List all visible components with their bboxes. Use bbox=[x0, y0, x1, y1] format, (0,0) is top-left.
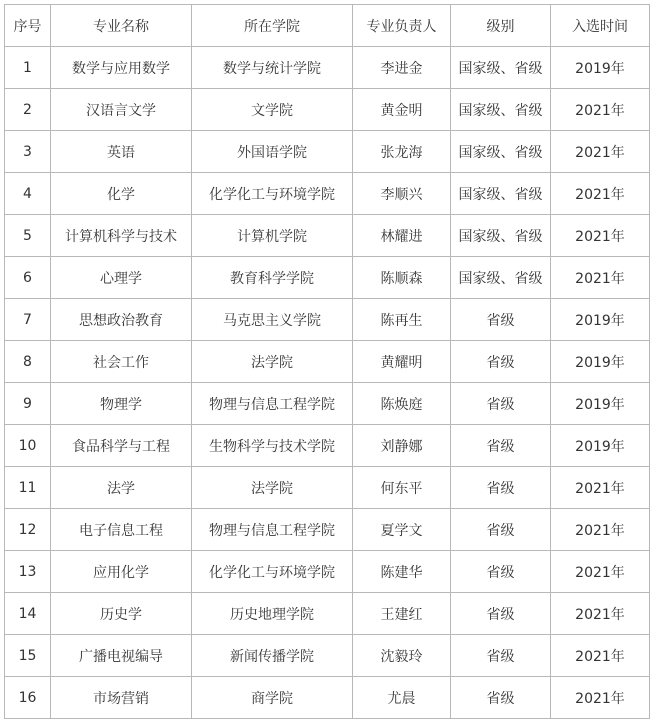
majors-table bbox=[4, 4, 650, 719]
cell-director: 夏学文 bbox=[353, 509, 451, 551]
cell-level: 省级 bbox=[451, 467, 551, 509]
cell-college: 法学院 bbox=[192, 341, 353, 383]
cell-major-name: 市场营销 bbox=[51, 677, 192, 719]
cell-level: 省级 bbox=[451, 509, 551, 551]
cell-major-name: 心理学 bbox=[51, 257, 192, 299]
cell-director: 何东平 bbox=[353, 467, 451, 509]
cell-college: 化学化工与环境学院 bbox=[192, 173, 353, 215]
cell-index: 4 bbox=[5, 173, 51, 215]
cell-index: 8 bbox=[5, 341, 51, 383]
cell-selected-year: 2021年 bbox=[551, 635, 650, 677]
cell-selected-year: 2019年 bbox=[551, 341, 650, 383]
cell-level: 省级 bbox=[451, 299, 551, 341]
cell-major-name: 电子信息工程 bbox=[51, 509, 192, 551]
cell-index: 1 bbox=[5, 47, 51, 89]
cell-director: 李顺兴 bbox=[353, 173, 451, 215]
cell-major-name: 食品科学与工程 bbox=[51, 425, 192, 467]
cell-director: 王建红 bbox=[353, 593, 451, 635]
table-row bbox=[5, 551, 650, 593]
cell-director: 李进金 bbox=[353, 47, 451, 89]
cell-major-name: 化学 bbox=[51, 173, 192, 215]
table-row bbox=[5, 635, 650, 677]
cell-major-name: 思想政治教育 bbox=[51, 299, 192, 341]
cell-index: 10 bbox=[5, 425, 51, 467]
cell-level: 国家级、省级 bbox=[451, 89, 551, 131]
cell-level: 省级 bbox=[451, 341, 551, 383]
cell-index: 6 bbox=[5, 257, 51, 299]
cell-index: 9 bbox=[5, 383, 51, 425]
table-row bbox=[5, 89, 650, 131]
cell-index: 16 bbox=[5, 677, 51, 719]
cell-director: 尤晨 bbox=[353, 677, 451, 719]
cell-level: 省级 bbox=[451, 635, 551, 677]
table-row bbox=[5, 509, 650, 551]
cell-level: 省级 bbox=[451, 425, 551, 467]
cell-level: 省级 bbox=[451, 383, 551, 425]
cell-level: 国家级、省级 bbox=[451, 173, 551, 215]
cell-index: 15 bbox=[5, 635, 51, 677]
cell-director: 陈建华 bbox=[353, 551, 451, 593]
cell-director: 陈顺森 bbox=[353, 257, 451, 299]
table-body bbox=[5, 47, 650, 719]
cell-director: 刘静娜 bbox=[353, 425, 451, 467]
cell-major-name: 应用化学 bbox=[51, 551, 192, 593]
cell-college: 计算机学院 bbox=[192, 215, 353, 257]
table-row bbox=[5, 173, 650, 215]
cell-level: 省级 bbox=[451, 551, 551, 593]
cell-level: 国家级、省级 bbox=[451, 215, 551, 257]
cell-level: 国家级、省级 bbox=[451, 131, 551, 173]
table-row bbox=[5, 131, 650, 173]
cell-index: 12 bbox=[5, 509, 51, 551]
cell-selected-year: 2021年 bbox=[551, 677, 650, 719]
header-row bbox=[5, 5, 650, 47]
header-level: 级别 bbox=[451, 5, 551, 47]
cell-director: 张龙海 bbox=[353, 131, 451, 173]
cell-director: 沈毅玲 bbox=[353, 635, 451, 677]
cell-major-name: 历史学 bbox=[51, 593, 192, 635]
header-selected-year: 入选时间 bbox=[551, 5, 650, 47]
cell-major-name: 数学与应用数学 bbox=[51, 47, 192, 89]
cell-college: 生物科学与技术学院 bbox=[192, 425, 353, 467]
cell-college: 历史地理学院 bbox=[192, 593, 353, 635]
cell-level: 省级 bbox=[451, 677, 551, 719]
cell-index: 11 bbox=[5, 467, 51, 509]
cell-level: 国家级、省级 bbox=[451, 257, 551, 299]
cell-director: 陈再生 bbox=[353, 299, 451, 341]
cell-college: 外国语学院 bbox=[192, 131, 353, 173]
table-row bbox=[5, 383, 650, 425]
cell-college: 教育科学学院 bbox=[192, 257, 353, 299]
table-row bbox=[5, 215, 650, 257]
table-row bbox=[5, 341, 650, 383]
cell-level: 省级 bbox=[451, 593, 551, 635]
cell-selected-year: 2021年 bbox=[551, 131, 650, 173]
cell-index: 2 bbox=[5, 89, 51, 131]
cell-selected-year: 2021年 bbox=[551, 89, 650, 131]
cell-college: 文学院 bbox=[192, 89, 353, 131]
header-index: 序号 bbox=[5, 5, 51, 47]
cell-index: 5 bbox=[5, 215, 51, 257]
cell-director: 陈焕庭 bbox=[353, 383, 451, 425]
cell-major-name: 法学 bbox=[51, 467, 192, 509]
header-major-name: 专业名称 bbox=[51, 5, 192, 47]
cell-college: 马克思主义学院 bbox=[192, 299, 353, 341]
table-row bbox=[5, 425, 650, 467]
cell-college: 法学院 bbox=[192, 467, 353, 509]
cell-director: 黄耀明 bbox=[353, 341, 451, 383]
cell-selected-year: 2021年 bbox=[551, 215, 650, 257]
cell-director: 林耀进 bbox=[353, 215, 451, 257]
cell-college: 化学化工与环境学院 bbox=[192, 551, 353, 593]
table-row bbox=[5, 257, 650, 299]
cell-selected-year: 2021年 bbox=[551, 509, 650, 551]
cell-selected-year: 2019年 bbox=[551, 383, 650, 425]
cell-index: 3 bbox=[5, 131, 51, 173]
cell-major-name: 社会工作 bbox=[51, 341, 192, 383]
cell-selected-year: 2021年 bbox=[551, 551, 650, 593]
cell-index: 7 bbox=[5, 299, 51, 341]
table-row bbox=[5, 677, 650, 719]
cell-selected-year: 2019年 bbox=[551, 47, 650, 89]
table-row bbox=[5, 47, 650, 89]
cell-college: 物理与信息工程学院 bbox=[192, 383, 353, 425]
cell-index: 14 bbox=[5, 593, 51, 635]
table-container bbox=[4, 4, 650, 719]
cell-selected-year: 2019年 bbox=[551, 425, 650, 467]
cell-college: 数学与统计学院 bbox=[192, 47, 353, 89]
cell-selected-year: 2021年 bbox=[551, 173, 650, 215]
cell-selected-year: 2021年 bbox=[551, 593, 650, 635]
cell-selected-year: 2021年 bbox=[551, 467, 650, 509]
table-row bbox=[5, 467, 650, 509]
cell-college: 物理与信息工程学院 bbox=[192, 509, 353, 551]
header-director: 专业负责人 bbox=[353, 5, 451, 47]
cell-major-name: 汉语言文学 bbox=[51, 89, 192, 131]
cell-selected-year: 2019年 bbox=[551, 299, 650, 341]
cell-major-name: 广播电视编导 bbox=[51, 635, 192, 677]
table-row bbox=[5, 593, 650, 635]
cell-selected-year: 2021年 bbox=[551, 257, 650, 299]
cell-college: 新闻传播学院 bbox=[192, 635, 353, 677]
table-header bbox=[5, 5, 650, 47]
cell-major-name: 物理学 bbox=[51, 383, 192, 425]
cell-major-name: 英语 bbox=[51, 131, 192, 173]
cell-director: 黄金明 bbox=[353, 89, 451, 131]
header-college: 所在学院 bbox=[192, 5, 353, 47]
table-row bbox=[5, 299, 650, 341]
cell-level: 国家级、省级 bbox=[451, 47, 551, 89]
cell-index: 13 bbox=[5, 551, 51, 593]
cell-college: 商学院 bbox=[192, 677, 353, 719]
cell-major-name: 计算机科学与技术 bbox=[51, 215, 192, 257]
